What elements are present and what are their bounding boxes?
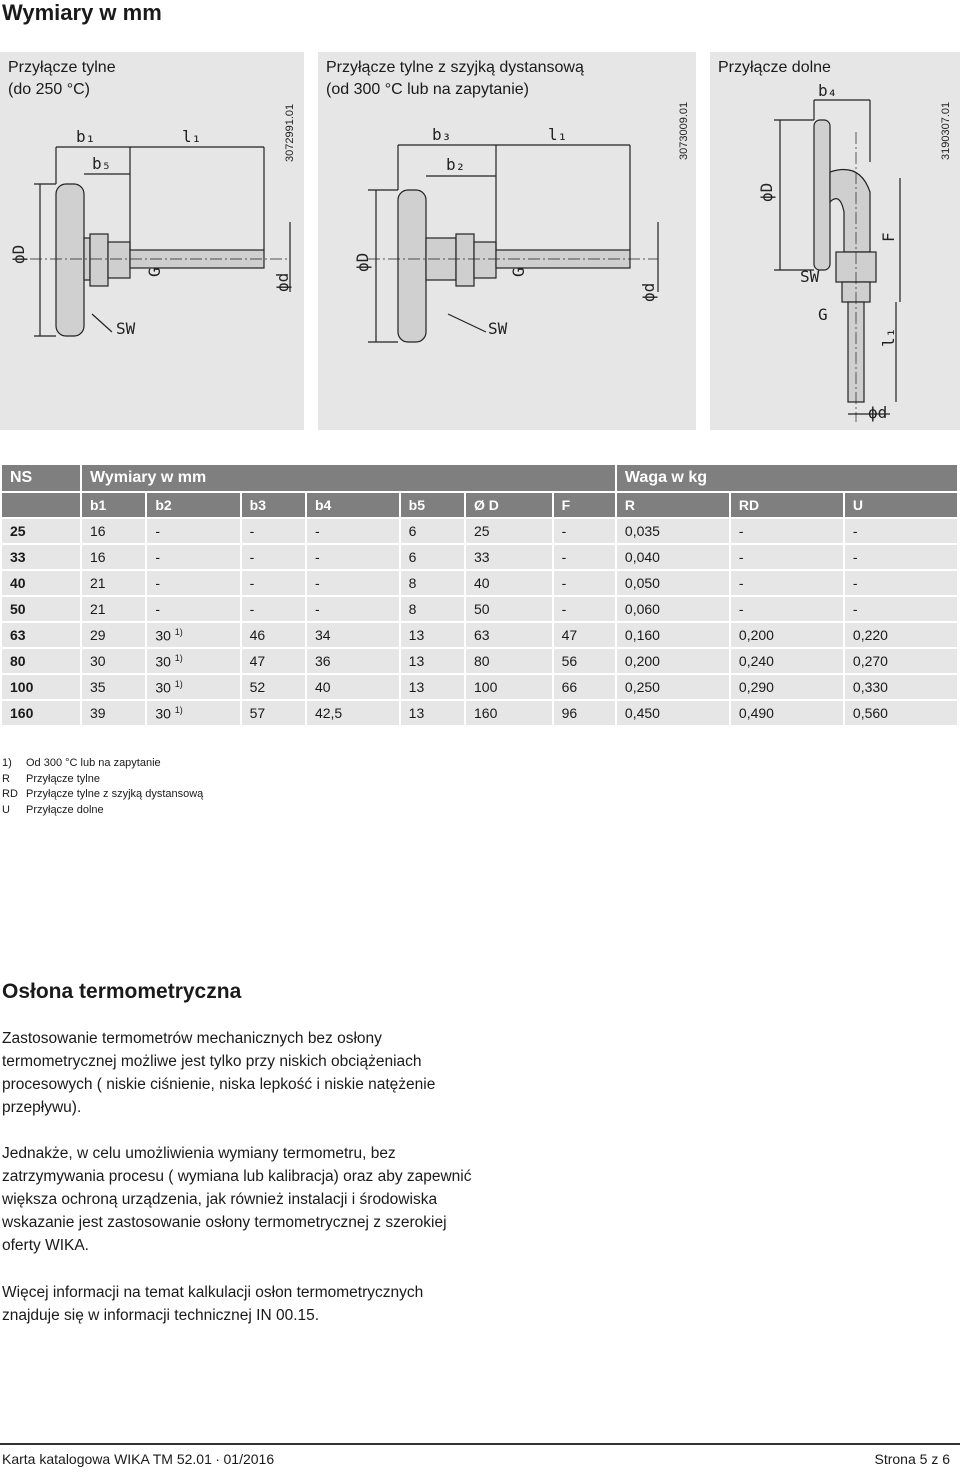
cell-b2: 30 $^{1)}$	[147, 623, 239, 647]
cell-R: 0,200	[617, 649, 729, 673]
cell-D: 63	[466, 623, 552, 647]
label-phid: ϕd	[868, 403, 888, 422]
cell-b5: 6	[401, 545, 464, 569]
cell-R: 0,160	[617, 623, 729, 647]
cell-b5: 13	[401, 623, 464, 647]
cell-b4: -	[307, 597, 399, 621]
cell-RD: -	[731, 519, 843, 543]
col-header: b4	[307, 493, 399, 517]
col-header: b1	[82, 493, 145, 517]
panel-title-line1: Przyłącze tylne z szyjką dystansową	[326, 59, 584, 76]
cell-D: 80	[466, 649, 552, 673]
cell-D: 25	[466, 519, 552, 543]
note-item	[2, 772, 203, 788]
cell-F: -	[554, 597, 615, 621]
cell-b5: 8	[401, 571, 464, 595]
table-row	[2, 597, 957, 621]
cell-b4: 34	[307, 623, 399, 647]
footnote-ref: 1)	[174, 652, 183, 663]
page-heading: Wymiary w mm	[2, 0, 162, 25]
technical-drawing-extension	[318, 52, 696, 430]
table-row	[2, 701, 957, 725]
cell-U: 0,560	[845, 701, 957, 725]
cell-ns: 100	[2, 675, 80, 699]
cell-R: 0,040	[617, 545, 729, 569]
cell-b3: -	[242, 571, 305, 595]
drawing-panel-lower-connection	[710, 52, 960, 430]
cell-b3: -	[242, 597, 305, 621]
note-item	[2, 756, 203, 772]
cell-RD: -	[731, 545, 843, 569]
panel-title-line1: Przyłącze dolne	[718, 59, 831, 76]
col-header: b5	[401, 493, 464, 517]
cell-R: 0,035	[617, 519, 729, 543]
footnote-ref: 1)	[174, 626, 183, 637]
header-weight: Waga w kg	[617, 465, 957, 491]
cell-ns: 33	[2, 545, 80, 569]
note-key: 1)	[2, 757, 12, 769]
cell-U: -	[845, 545, 957, 569]
cell-b3: 52	[242, 675, 305, 699]
drawing-code: 3072991.01	[284, 103, 296, 162]
cell-R: 0,450	[617, 701, 729, 725]
technical-drawing-lower	[710, 52, 960, 430]
table-row	[2, 545, 957, 569]
table-row	[2, 649, 957, 673]
cell-b4: 40	[307, 675, 399, 699]
cell-b2: -	[147, 519, 239, 543]
cell-ns: 25	[2, 519, 80, 543]
cell-b1: 16	[82, 545, 145, 569]
label-SW: SW	[116, 319, 136, 338]
cell-D: 33	[466, 545, 552, 569]
cell-b4: 42,5	[307, 701, 399, 725]
table-row	[2, 675, 957, 699]
table-row	[2, 571, 957, 595]
paragraph: Jednakże, w celu umożliwienia wymiany termometru, bez zatrzymywania procesu ( wymiana lub kalibracja) oraz aby zapewnić większa ochroną urządzenia, jak również instalacji i środowiska wskazanie jest zastosowanie osłony termometrycznej z szerokiej oferty WIKA.	[2, 1145, 472, 1254]
cell-b5: 13	[401, 701, 464, 725]
footer-page-number: Strona 5 z 6	[874, 1451, 950, 1467]
table-row	[2, 623, 957, 647]
cell-U: -	[845, 597, 957, 621]
technical-drawing-rear	[0, 52, 304, 430]
cell-D: 40	[466, 571, 552, 595]
cell-F: -	[554, 545, 615, 569]
cell-RD: 0,290	[731, 675, 843, 699]
label-phiD: ϕD	[9, 244, 28, 264]
cell-RD: 0,200	[731, 623, 843, 647]
cell-b3: 57	[242, 701, 305, 725]
cell-F: 56	[554, 649, 615, 673]
cell-R: 0,060	[617, 597, 729, 621]
cell-R: 0,050	[617, 571, 729, 595]
panel-title-line2: (od 300 °C lub na zapytanie)	[326, 81, 529, 98]
header-dimensions: Wymiary w mm	[82, 465, 615, 491]
drawing-code: 3073009.01	[678, 101, 690, 160]
cell-b1: 21	[82, 571, 145, 595]
cell-b4: -	[307, 519, 399, 543]
label-G: G	[818, 305, 828, 324]
cell-ns: 80	[2, 649, 80, 673]
note-key: U	[2, 803, 10, 816]
label-b3: b₃	[432, 125, 452, 144]
cell-ns: 40	[2, 571, 80, 595]
cell-b3: -	[242, 519, 305, 543]
cell-b4: 36	[307, 649, 399, 673]
cell-D: 100	[466, 675, 552, 699]
label-G: G	[509, 267, 528, 277]
col-header: b2	[147, 493, 239, 517]
label-b4: b₄	[818, 81, 838, 100]
drawing-code: 3190307.01	[940, 101, 952, 160]
cell-b1: 35	[82, 675, 145, 699]
cell-F: 47	[554, 623, 615, 647]
cell-RD: -	[731, 597, 843, 621]
label-SW: SW	[800, 267, 820, 286]
cell-b1: 30	[82, 649, 145, 673]
paragraph: Więcej informacji na temat kalkulacji osłon termometrycznych znajduje się w informacji technicznej IN 00.15.	[2, 1284, 424, 1324]
label-phid: ϕd	[273, 272, 292, 292]
cell-U: -	[845, 571, 957, 595]
cell-b4: -	[307, 545, 399, 569]
cell-RD: 0,490	[731, 701, 843, 725]
cell-F: -	[554, 571, 615, 595]
cell-b5: 6	[401, 519, 464, 543]
footnote-ref: 1)	[174, 678, 183, 689]
cell-b4: -	[307, 571, 399, 595]
panel-title-line1: Przyłącze tylne	[8, 59, 116, 76]
footer-divider	[0, 1443, 960, 1445]
cell-b1: 29	[82, 623, 145, 647]
cell-U: 0,330	[845, 675, 957, 699]
cell-R: 0,250	[617, 675, 729, 699]
label-G: G	[145, 267, 164, 277]
table-notes	[2, 756, 203, 818]
panel-title-line2: (do 250 °C)	[8, 81, 90, 98]
header-empty	[2, 493, 80, 517]
cell-D: 50	[466, 597, 552, 621]
cell-b5: 13	[401, 649, 464, 673]
cell-RD: -	[731, 571, 843, 595]
cell-U: -	[845, 519, 957, 543]
drawing-panel-rear-extension	[318, 52, 696, 430]
label-phid: ϕd	[639, 282, 658, 302]
footnote-ref: 1)	[174, 704, 183, 715]
table-body	[2, 519, 957, 725]
cell-b1: 39	[82, 701, 145, 725]
cell-ns: 63	[2, 623, 80, 647]
cell-b2: -	[147, 545, 239, 569]
label-b1: b₁	[76, 127, 96, 146]
cell-RD: 0,240	[731, 649, 843, 673]
dimensions-table	[0, 463, 959, 727]
cell-U: 0,220	[845, 623, 957, 647]
col-header: b3	[242, 493, 305, 517]
col-header: RD	[731, 493, 843, 517]
cell-b3: -	[242, 545, 305, 569]
cell-F: -	[554, 519, 615, 543]
header-ns: NS	[2, 465, 80, 491]
label-l1: l₁	[879, 327, 898, 347]
cell-b1: 21	[82, 597, 145, 621]
cell-b1: 16	[82, 519, 145, 543]
note-key: R	[2, 772, 10, 785]
cell-ns: 160	[2, 701, 80, 725]
cell-ns: 50	[2, 597, 80, 621]
cell-b2: 30 $^{1)}$	[147, 701, 239, 725]
cell-b5: 8	[401, 597, 464, 621]
label-l1: l₁	[182, 127, 202, 146]
drawing-panel-rear-connection	[0, 52, 304, 430]
table-row	[2, 519, 957, 543]
paragraph: Zastosowanie termometrów mechanicznych bez osłony termometrycznej możliwe jest tylko przy niskich obciążeniach procesowych ( niskie ciśnienie, niska lepkość i niskie natężenie przepływu).	[2, 1030, 436, 1116]
cell-b3: 46	[242, 623, 305, 647]
footer-doc-ref: Karta katalogowa WIKA TM 52.01 ∙ 01/2016	[2, 1451, 275, 1467]
note-key: RD	[2, 788, 18, 800]
label-b2: b₂	[446, 155, 466, 174]
col-header: Ø D	[466, 493, 552, 517]
cell-b5: 13	[401, 675, 464, 699]
section-title: Osłona termometryczna	[2, 980, 242, 1003]
note-text: Od 300 °C lub na zapytanie	[26, 757, 161, 769]
cell-b3: 47	[242, 649, 305, 673]
cell-b2: -	[147, 597, 239, 621]
note-item	[2, 787, 203, 803]
note-item	[2, 803, 203, 819]
label-phiD: ϕD	[353, 252, 372, 272]
label-F: F	[879, 232, 898, 242]
note-text: Przyłącze tylne z szyjką dystansową	[26, 788, 204, 800]
cell-b2: -	[147, 571, 239, 595]
cell-b2: 30 $^{1)}$	[147, 649, 239, 673]
label-SW: SW	[488, 319, 508, 338]
note-text: Przyłącze dolne	[26, 803, 104, 816]
cell-D: 160	[466, 701, 552, 725]
col-header: F	[554, 493, 615, 517]
cell-F: 66	[554, 675, 615, 699]
cell-U: 0,270	[845, 649, 957, 673]
label-b5: b₅	[92, 154, 112, 173]
note-text: Przyłącze tylne	[26, 772, 100, 785]
label-l1: l₁	[548, 125, 568, 144]
cell-F: 96	[554, 701, 615, 725]
label-phiD: ϕD	[757, 182, 776, 202]
col-header: R	[617, 493, 729, 517]
col-header: U	[845, 493, 957, 517]
cell-b2: 30 $^{1)}$	[147, 675, 239, 699]
